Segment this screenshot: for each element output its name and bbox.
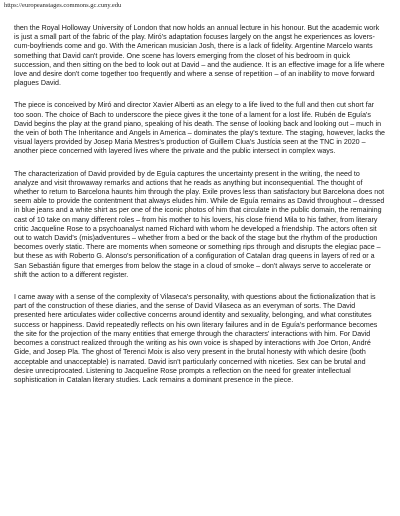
paragraph-2: The piece is conceived by Miró and director Xavier Alberti as an elegy to a life lived to the full and then cut short far too soon. The choice of Bach to underscore the piece gives it the tone of a lament for a lost life. Rubén de Eguía's David begins the play at the grand piano, speaking of his death. The sense of looking back and looking out – much in the vein of both The Inheritance and Angels in America – dominates the play's texture. The staging, however, lacks the visual layers provided by Josep Maria Mestres's production of Guillem Clua's Justícia seen at the TNC in 2020 – another piece concerned with layered lives where the private and the public intersect in complex ways. [14, 101, 385, 156]
source-url[interactable]: https://europeanstages.commons.gc.cuny.edu [4, 2, 122, 9]
article-body [14, 24, 385, 398]
paragraph-1: then the Royal Holloway University of London that now holds an annual lecture in his honour. But the academic work is just a small part of the fabric of the play. Miró's adaptation focuses largely on the angst he experiences as lovers-cum-boyfriends come and go. With the American musician Josh, there is a lack of fidelity. Argentine Marcelo wants something that David can't provide. One scene has lovers emerging from the closet of his bedroom in quick succession, and then sitting on the bed to look out at David – and the audience. It is an effective image for a life where love and desire don't come together too frequently and where a sense of repetition – of an inability to move forward plagues David. [14, 24, 385, 88]
paragraph-4: I came away with a sense of the complexity of Vilaseca's personality, with questions about the fictionalization that is part of the construction of these diaries, and the sense of David Vilaseca as an everyman of sorts. The David presented here articulates wider collective concerns around identity and sexuality, belonging, and what constitutes success or happiness. David repeatedly reflects on his own literary failures and in de Eguía's performance becomes the site for the projection of the many entities that emerge through the characters' interactions with him. For David becomes a construct realized through the writing as his own voice is shaped by interactions with Joe Orton, André Gide, and Josep Pla. The ghost of Terenci Moix is also very present in the brutal honesty with which desire (both acceptable and unacceptable) is narrated. David isn't particularly concerned with niceties. Sex can be brutal and desire unreciprocated. Listening to Jacqueline Rose prompts a reflection on the need for greater intellectual sophistication in Catalan literary studies. Lack remains a dominant presence in the piece. [14, 293, 378, 384]
paragraph-3: The characterization of David provided by de Eguía captures the uncertainty present in the writing, the need to analyze and visit throwaway remarks and actions that he reads as anything but inconsequential. The thought of whether to return to Barcelona haunts him through the play. Exile proves less than satisfactory but Barcelona does not seem able to provide the contentment that always eludes him. While de Eguía remains as David throughout – dressed in blue jeans and a white shirt as per one of the iconic photos of him that circulate in the public domain, the remaining cast of 10 take on many different roles – from his mother to his lovers, his close friend Mila to his father, from literary critic Jacqueline Rose to a psychoanalyst named Richard with whom he developed a friendship. The actors often sit out to watch David's (mis)adventures – whether from a bed or the back of the stage but the rhythm of the production becomes overly static. There are moments when someone or something rips through and disrupts the elegiac pace – but these as with Roberto G. Alonso's personification of a configuration of Catalan drag queens in layers of red or a San Sebastián figure that emerges from below the stage in a cloud of smoke – don't always serve to accelerate or shift the action to a different register. [14, 169, 385, 279]
